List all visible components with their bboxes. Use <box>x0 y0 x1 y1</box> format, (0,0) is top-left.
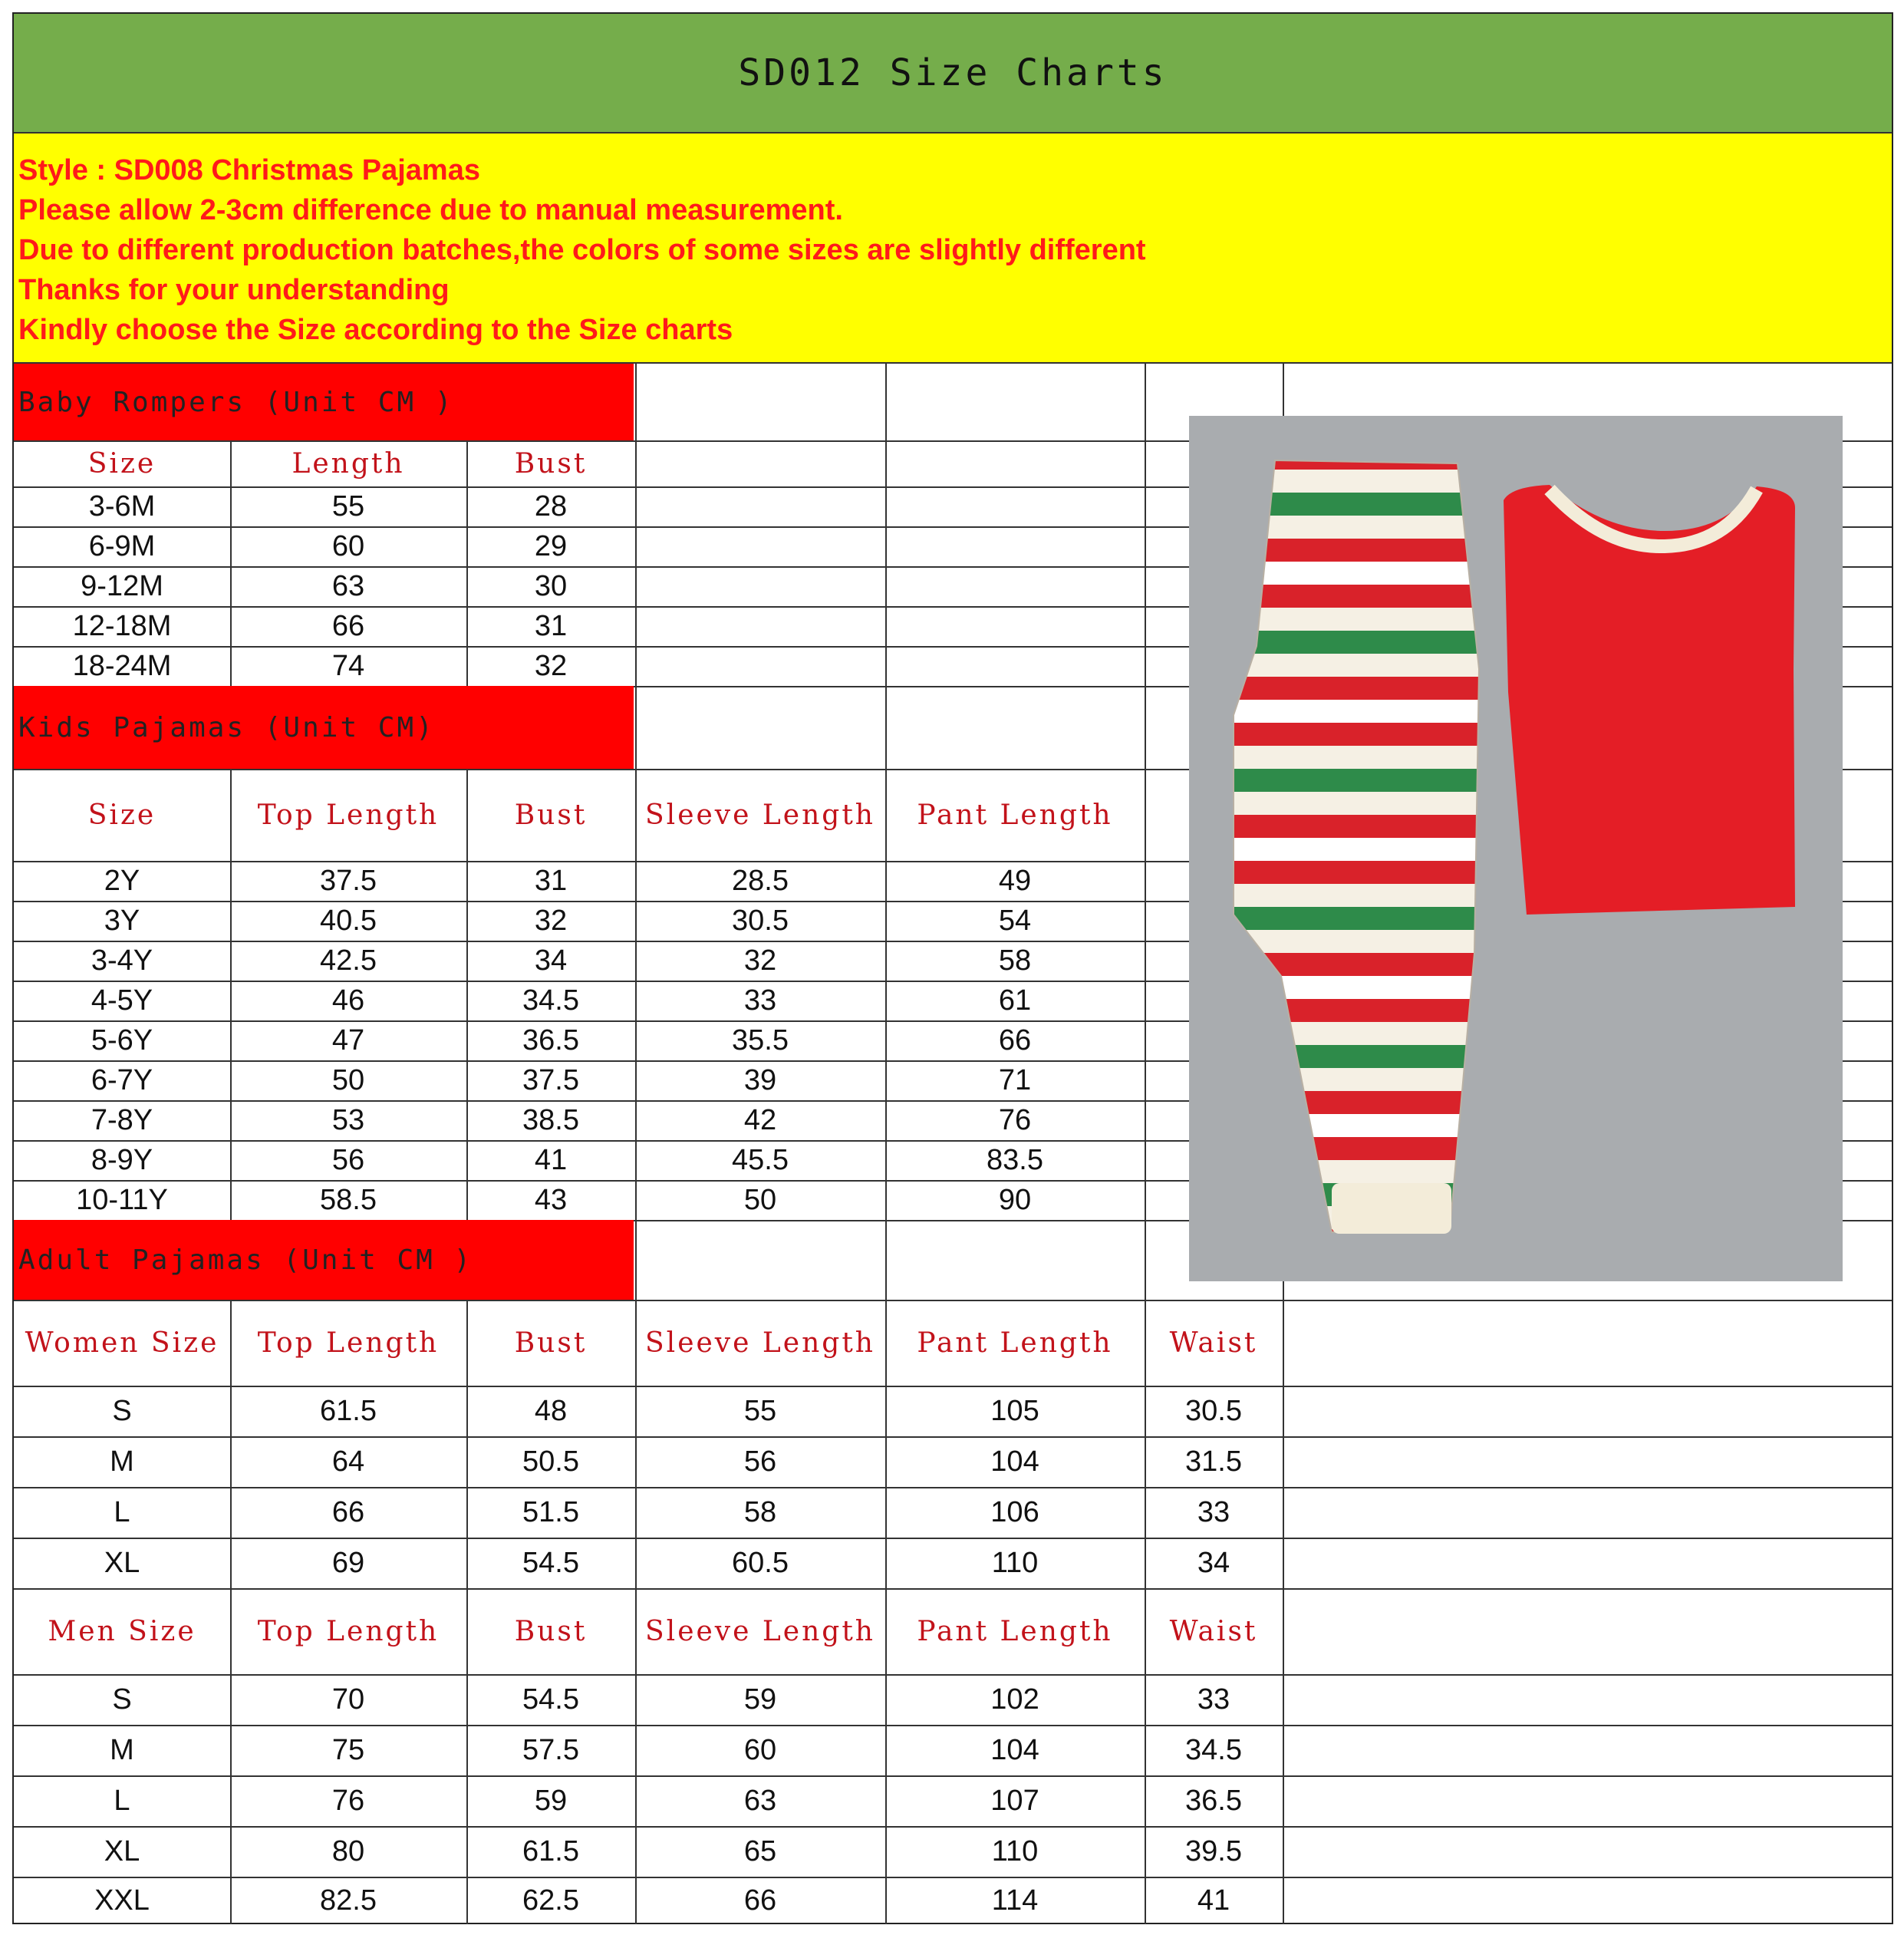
pants-stripe <box>1220 792 1496 815</box>
men-table-cell: 110 <box>991 1834 1039 1867</box>
kids-table-cell: 45.5 <box>732 1143 789 1176</box>
kids-table-cell: 76 <box>998 1103 1032 1136</box>
women-table-cell: S <box>112 1394 132 1427</box>
kids-table-cell: 36.5 <box>522 1024 579 1057</box>
women-table-cell: 51.5 <box>522 1495 579 1528</box>
women-table-cell: 105 <box>990 1394 1039 1427</box>
notice-colors: Due to different production batches,the colors of some sizes are slightly different <box>18 234 1146 266</box>
kids-table-cell: 42.5 <box>320 944 377 977</box>
women-table-cell: 106 <box>990 1495 1039 1528</box>
men-header-cell: Bust <box>514 1615 588 1647</box>
men-table-cell: 75 <box>331 1733 365 1766</box>
men-table-cell: L <box>114 1784 130 1817</box>
kids-table-cell: 50 <box>331 1063 365 1096</box>
men-table-cell: 60 <box>743 1733 777 1766</box>
kids-header-cell: Size <box>87 799 156 831</box>
notice-thanks: Thanks for your understanding <box>18 274 450 306</box>
kids-table-cell: 40.5 <box>320 904 377 937</box>
size-chart-sheet <box>12 12 1893 1924</box>
men-table-cell: 114 <box>991 1884 1039 1917</box>
kids-table-cell: 53 <box>331 1103 365 1136</box>
kids-table-cell: 37.5 <box>522 1063 579 1096</box>
women-table-cell: 66 <box>331 1495 365 1528</box>
kids-table-cell: 71 <box>998 1063 1032 1096</box>
kids-table-cell: 90 <box>998 1183 1032 1216</box>
notice-measurement: Please allow 2-3cm difference due to manual measurement. <box>18 194 843 226</box>
notice-style: Style : SD008 Christmas Pajamas <box>18 154 480 186</box>
adult-pajamas-title: Adult Pajamas (Unit CM ) <box>14 1220 634 1300</box>
kids-table-cell: 32 <box>534 904 568 937</box>
women-table-cell: 110 <box>991 1546 1039 1579</box>
kids-table-cell: 32 <box>743 944 777 977</box>
kids-table-cell: 4-5Y <box>91 984 153 1017</box>
pants-stripe <box>1220 608 1496 631</box>
kids-table-cell: 47 <box>331 1024 365 1057</box>
men-table-cell: 33 <box>1197 1683 1230 1716</box>
kids-table-cell: 3Y <box>104 904 140 937</box>
kids-table-cell: 46 <box>331 984 365 1017</box>
kids-table-cell: 56 <box>331 1143 365 1176</box>
men-table-cell: 54.5 <box>522 1683 579 1716</box>
kids-table-cell: 38.5 <box>522 1103 579 1136</box>
women-table-cell: 33 <box>1197 1495 1230 1528</box>
men-table-cell: 57.5 <box>522 1733 579 1766</box>
women-table-cell: 61.5 <box>320 1394 377 1427</box>
men-table-cell: 70 <box>331 1683 365 1716</box>
men-table-cell: 107 <box>990 1784 1039 1817</box>
kids-table-cell: 37.5 <box>320 864 377 897</box>
kids-table-cell: 8-9Y <box>91 1143 153 1176</box>
pants-stripe <box>1220 723 1496 746</box>
men-table-cell: 66 <box>743 1884 777 1917</box>
pants-stripe <box>1220 884 1496 907</box>
baby-table-cell: 31 <box>534 609 568 642</box>
baby-table-cell: 28 <box>534 490 568 522</box>
kids-table-cell: 35.5 <box>732 1024 789 1057</box>
men-table-cell: 102 <box>990 1683 1039 1716</box>
women-table-cell: 56 <box>743 1445 777 1478</box>
women-header-cell: Waist <box>1169 1327 1258 1359</box>
women-table-cell: 48 <box>534 1394 568 1427</box>
kids-table-cell: 61 <box>998 984 1032 1017</box>
kids-header-cell: Sleeve Length <box>645 799 875 831</box>
baby-table-cell: 30 <box>534 569 568 602</box>
baby-table-cell: 32 <box>534 649 568 682</box>
women-header-cell: Top Length <box>257 1327 440 1359</box>
baby-header-cell: Length <box>292 447 405 480</box>
pants-stripe <box>1220 838 1496 861</box>
notice-choose: Kindly choose the Size according to the Size charts <box>18 314 733 346</box>
kids-header-cell: Top Length <box>257 799 440 831</box>
men-header-cell: Sleeve Length <box>645 1615 875 1647</box>
men-header-cell: Top Length <box>257 1615 440 1647</box>
kids-table-cell: 66 <box>998 1024 1032 1057</box>
pajama-photo-image <box>1189 416 1843 1281</box>
kids-table-cell: 39 <box>743 1063 777 1096</box>
kids-table-cell: 42 <box>743 1103 777 1136</box>
men-table-cell: XXL <box>94 1884 150 1917</box>
baby-table-cell: 6-9M <box>88 529 156 562</box>
baby-table-cell: 63 <box>331 569 365 602</box>
men-table-cell: 62.5 <box>522 1884 579 1917</box>
men-table-cell: 59 <box>534 1784 568 1817</box>
men-table-cell: 36.5 <box>1185 1784 1242 1817</box>
kids-table-cell: 28.5 <box>732 864 789 897</box>
pants-stripe <box>1220 769 1496 792</box>
women-table-cell: 54.5 <box>522 1546 579 1579</box>
baby-table-cell: 60 <box>331 529 365 562</box>
kids-table-cell: 58.5 <box>320 1183 377 1216</box>
men-table-cell: 82.5 <box>320 1884 377 1917</box>
kids-header-cell: Pant Length <box>917 799 1113 831</box>
baby-table-cell: 29 <box>534 529 568 562</box>
women-table-cell: 104 <box>990 1445 1039 1478</box>
men-header-cell: Men Size <box>48 1615 196 1647</box>
men-table-cell: 34.5 <box>1185 1733 1242 1766</box>
kids-table-cell: 6-7Y <box>91 1063 153 1096</box>
kids-header-cell: Bust <box>514 799 588 831</box>
pants-stripe <box>1220 700 1496 723</box>
women-table-cell: 60.5 <box>732 1546 789 1579</box>
baby-table-cell: 66 <box>331 609 365 642</box>
men-table-cell: 104 <box>990 1733 1039 1766</box>
men-table-cell: XL <box>104 1834 140 1867</box>
women-header-cell: Bust <box>514 1327 588 1359</box>
women-table-cell: 64 <box>331 1445 365 1478</box>
kids-table-cell: 50 <box>743 1183 777 1216</box>
baby-header-cell: Bust <box>514 447 588 480</box>
baby-table-cell: 18-24M <box>72 649 172 682</box>
men-header-cell: Pant Length <box>917 1615 1113 1647</box>
men-table-cell: 80 <box>331 1834 365 1867</box>
men-table-cell: 65 <box>743 1834 777 1867</box>
pants-stripe <box>1220 746 1496 769</box>
kids-table-cell: 54 <box>998 904 1032 937</box>
women-table-cell: XL <box>104 1546 140 1579</box>
kids-table-cell: 2Y <box>104 864 140 897</box>
kids-pajamas-title: Kids Pajamas (Unit CM) <box>14 686 634 769</box>
baby-table-cell: 12-18M <box>72 609 172 642</box>
women-header-cell: Sleeve Length <box>645 1327 875 1359</box>
kids-table-cell: 5-6Y <box>91 1024 153 1057</box>
pants-stripe <box>1220 907 1496 930</box>
men-table-cell: M <box>110 1733 134 1766</box>
chart-title: SD012 Size Charts <box>14 14 1892 134</box>
women-table-cell: 50.5 <box>522 1445 579 1478</box>
baby-table-cell: 55 <box>331 490 365 522</box>
women-table-cell: 34 <box>1197 1546 1230 1579</box>
women-table-cell: 55 <box>743 1394 777 1427</box>
baby-header-cell: Size <box>87 447 156 480</box>
kids-table-cell: 49 <box>998 864 1032 897</box>
men-table-cell: 41 <box>1197 1884 1230 1917</box>
pants-cuff <box>1332 1183 1451 1234</box>
men-table-cell: 63 <box>743 1784 777 1817</box>
women-table-cell: 58 <box>743 1495 777 1528</box>
pants-stripe <box>1220 654 1496 677</box>
women-table-cell: M <box>110 1445 134 1478</box>
women-header-cell: Pant Length <box>917 1327 1113 1359</box>
women-table-cell: L <box>114 1495 130 1528</box>
baby-table-cell: 74 <box>331 649 365 682</box>
men-table-cell: 76 <box>331 1784 365 1817</box>
pants-stripe <box>1220 815 1496 838</box>
kids-table-cell: 34 <box>534 944 568 977</box>
men-header-cell: Waist <box>1169 1615 1258 1647</box>
men-table-cell: 61.5 <box>522 1834 579 1867</box>
baby-rompers-title: Baby Rompers (Unit CM ) <box>14 364 634 440</box>
pants-stripe <box>1220 631 1496 654</box>
kids-table-cell: 58 <box>998 944 1032 977</box>
women-header-cell: Women Size <box>25 1327 219 1359</box>
kids-table-cell: 41 <box>534 1143 568 1176</box>
product-photo <box>1189 416 1843 1281</box>
kids-table-cell: 3-4Y <box>91 944 153 977</box>
kids-table-cell: 30.5 <box>732 904 789 937</box>
kids-table-cell: 34.5 <box>522 984 579 1017</box>
kids-table-cell: 31 <box>534 864 568 897</box>
kids-table-cell: 43 <box>534 1183 568 1216</box>
women-table-cell: 69 <box>331 1546 365 1579</box>
men-table-cell: 59 <box>743 1683 777 1716</box>
men-table-cell: S <box>112 1683 132 1716</box>
kids-table-cell: 10-11Y <box>76 1183 168 1216</box>
pants-stripe <box>1220 861 1496 884</box>
women-table-cell: 30.5 <box>1185 1394 1242 1427</box>
baby-table-cell: 3-6M <box>88 490 156 522</box>
notice-box <box>14 134 1892 364</box>
kids-table-cell: 7-8Y <box>91 1103 153 1136</box>
kids-table-cell: 33 <box>743 984 777 1017</box>
pants-stripe <box>1220 677 1496 700</box>
baby-table-cell: 9-12M <box>81 569 163 602</box>
men-table-cell: 39.5 <box>1185 1834 1242 1867</box>
kids-table-cell: 83.5 <box>987 1143 1043 1176</box>
women-table-cell: 31.5 <box>1185 1445 1242 1478</box>
